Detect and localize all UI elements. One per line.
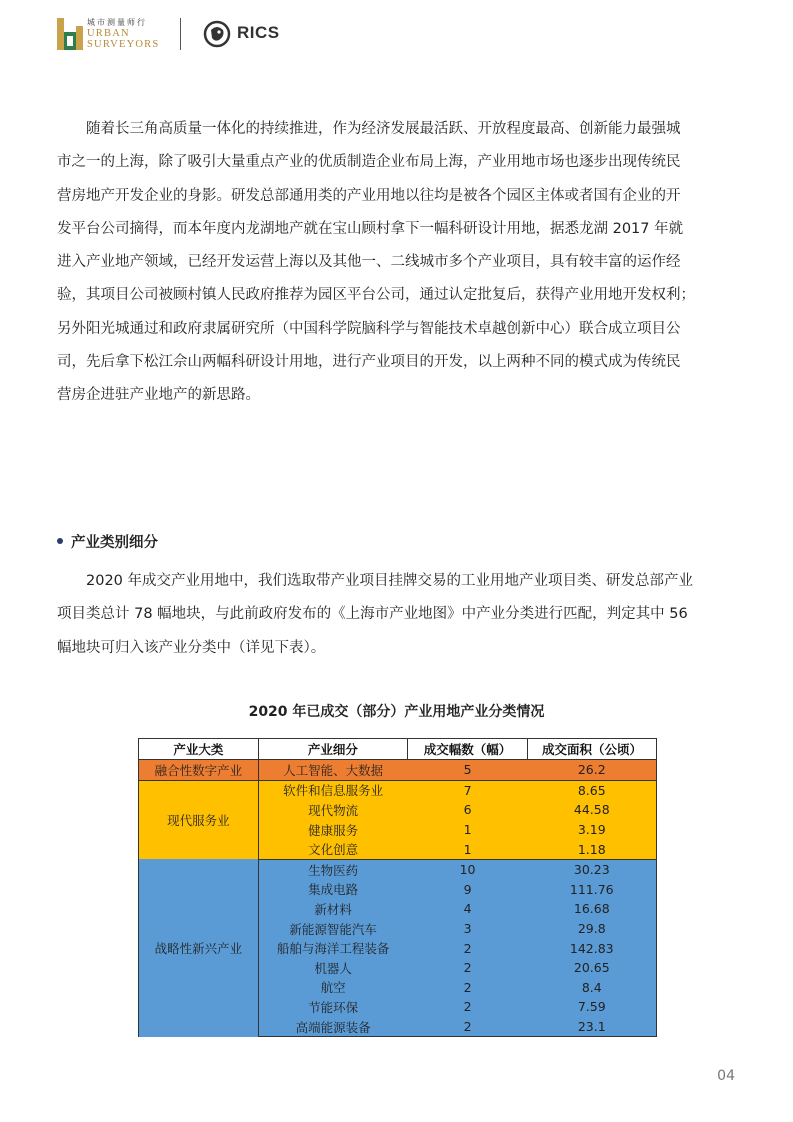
count-cell: 10 <box>408 859 528 879</box>
table-header-row <box>139 739 657 760</box>
intro-line: 随着长三角高质量一体化的持续推进，作为经济发展最活跃、开放程度最高、创新能力最强城 <box>86 121 681 137</box>
intro-line: 进入产业地产领域，已经开发运营上海以及其他一、二线城市多个产业项目，具有较丰富的运作经 <box>57 254 681 271</box>
area-cell: 29.8 <box>528 919 657 939</box>
subcategory-cell: 人工智能、大数据 <box>258 760 407 781</box>
count-cell: 3 <box>408 919 528 939</box>
section-heading <box>57 531 158 552</box>
section-line: 2020 年成交产业用地中，我们选取带产业项目挂牌交易的工业用地产业项目类、研发总部产业 <box>86 573 694 589</box>
urban-en-line2: SURVEYORS <box>87 39 160 50</box>
rics-lion-icon <box>203 20 233 48</box>
header-category: 产业大类 <box>139 739 259 760</box>
section-paragraph <box>57 565 737 665</box>
count-cell: 2 <box>408 1017 528 1037</box>
group-strategic: 战略性新兴产业 <box>139 859 259 1036</box>
count-cell: 2 <box>408 938 528 958</box>
area-cell: 8.4 <box>528 978 657 998</box>
count-cell: 5 <box>408 760 528 781</box>
subcategory-cell: 航空 <box>258 978 407 998</box>
subcategory-cell: 现代物流 <box>258 800 407 820</box>
intro-line: 市之一的上海，除了吸引大量重点产业的优质制造企业布局上海，产业用地市场也逐步出现传统民 <box>57 154 681 171</box>
area-cell: 8.65 <box>528 780 657 800</box>
area-cell: 7.59 <box>528 997 657 1017</box>
area-cell: 26.2 <box>528 760 657 781</box>
intro-line: 营房企进驻产业地产的新思路。 <box>57 387 260 404</box>
section-heading-text: 产业类别细分 <box>71 535 158 551</box>
group-fusion: 融合性数字产业 <box>139 760 259 781</box>
area-cell: 16.68 <box>528 899 657 919</box>
area-cell: 23.1 <box>528 1017 657 1037</box>
table-row <box>139 780 657 800</box>
area-cell: 44.58 <box>528 800 657 820</box>
table-row <box>139 859 657 879</box>
bullet-icon <box>57 538 63 544</box>
urban-cn-name: 城市测量师行 <box>87 18 147 27</box>
count-cell: 6 <box>408 800 528 820</box>
page-header <box>57 16 337 56</box>
rics-wordmark: RICS <box>237 23 280 42</box>
table-row <box>139 760 657 781</box>
header-area: 成交面积（公顷） <box>528 739 657 760</box>
intro-line: 司，先后拿下松江佘山两幅科研设计用地，进行产业项目的开发，以上两种不同的模式成为传统民 <box>57 354 681 371</box>
header-subcategory: 产业细分 <box>258 739 407 760</box>
intro-line: 另外阳光城通过和政府隶属研究所（中国科学院脑科学与智能技术卓越创新中心）联合成立项目公 <box>57 320 681 337</box>
count-cell: 2 <box>408 997 528 1017</box>
subcategory-cell: 新材料 <box>258 899 407 919</box>
count-cell: 7 <box>408 780 528 800</box>
header-divider <box>180 18 181 50</box>
table-title: 2020 年已成交（部分）产业用地产业分类情况 <box>248 704 545 720</box>
intro-paragraph <box>57 113 737 413</box>
subcategory-cell: 文化创意 <box>258 839 407 859</box>
section-line: 项目类总计 78 幅地块，与此前政府发布的《上海市产业地图》中产业分类进行匹配，判定其中 56 <box>57 606 688 623</box>
group-modern: 现代服务业 <box>139 780 259 859</box>
urban-en-line1: URBAN <box>87 28 130 39</box>
count-cell: 4 <box>408 899 528 919</box>
subcategory-cell: 软件和信息服务业 <box>258 780 407 800</box>
urban-surveyors-wordmark <box>87 18 217 50</box>
area-cell: 30.23 <box>528 859 657 879</box>
intro-line: 发平台公司摘得，而本年度内龙湖地产就在宝山顾村拿下一幅科研设计用地，据悉龙湖 2017 年就 <box>57 220 684 237</box>
header-count: 成交幅数（幅） <box>408 739 528 760</box>
count-cell: 2 <box>408 978 528 998</box>
count-cell: 2 <box>408 958 528 978</box>
subcategory-cell: 机器人 <box>258 958 407 978</box>
area-cell: 111.76 <box>528 880 657 900</box>
subcategory-cell: 船舶与海洋工程装备 <box>258 938 407 958</box>
intro-line: 验，其项目公司被顾村镇人民政府推荐为园区平台公司，通过认定批复后，获得产业用地开发权利； <box>57 287 695 304</box>
area-cell: 1.18 <box>528 839 657 859</box>
area-cell: 142.83 <box>528 938 657 958</box>
subcategory-cell: 集成电路 <box>258 880 407 900</box>
section-line: 幅地块可归入该产业分类中（详见下表）。 <box>57 639 326 656</box>
subcategory-cell: 节能环保 <box>258 997 407 1017</box>
area-cell: 20.65 <box>528 958 657 978</box>
area-cell: 3.19 <box>528 820 657 840</box>
count-cell: 1 <box>408 820 528 840</box>
subcategory-cell: 高端能源装备 <box>258 1017 407 1037</box>
count-cell: 1 <box>408 839 528 859</box>
urban-surveyors-logo-icon <box>57 18 83 50</box>
subcategory-cell: 新能源智能汽车 <box>258 919 407 939</box>
subcategory-cell: 生物医药 <box>258 859 407 879</box>
count-cell: 9 <box>408 880 528 900</box>
intro-line: 营房地产开发企业的身影。研发总部通用类的产业用地以往均是被各个园区主体或者国有企业的开 <box>57 187 681 204</box>
page-number: 04 <box>717 1068 735 1084</box>
subcategory-cell: 健康服务 <box>258 820 407 840</box>
industry-classification-table <box>138 738 657 1037</box>
